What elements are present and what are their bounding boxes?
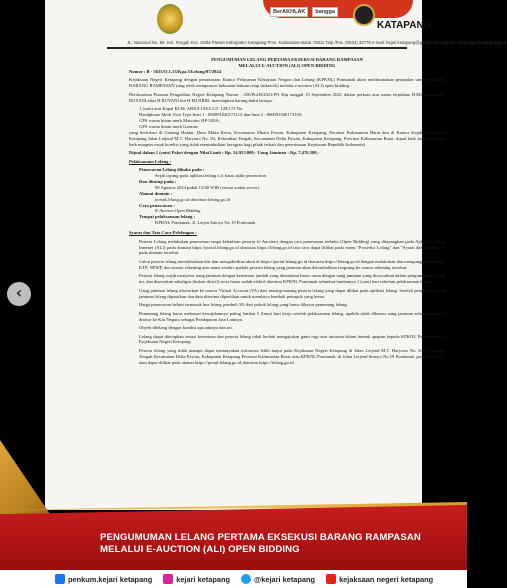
- rule-item: Pemenang lelang harus melunasi kewajibannya paling lambat 5 (lima) hari kerja setelah pelaksanaan lelang, apabila tidak dilunasi uang jaminan seluruhnya akan disetor ke Kas Negara sebagai Pendapatan Jasa Lainnya.: [139, 310, 445, 322]
- rule-item: Peserta lelang wajib menyetor uang jaminan dengan ketentuan jumlah yang ditentukan harus sama dengan uang jaminan yang disyaratkan dalam pengumuman lelang ini, dan disetorkan sekaligus (bukan dicicil) serta harus sudah efektif diterima KPKNL Pontianak selambat-lambatnya 1 (satu) hari sebelum pelaksanaan lelang.: [139, 273, 445, 285]
- price-line: Dijual dalam 1 (satu) Paket dengan Nilai Limit : Rp. 14.953.000,- Uang Jaminan : Rp. 7.476.500,-: [129, 150, 320, 156]
- facebook-handle: penkum.kejari ketapang: [68, 574, 153, 584]
- document-number: Nomor : B - 3635/O.1.13/Kpa.5/Lelang/07/2024: [129, 68, 221, 74]
- document-title: PENGUMUMAN LELANG PERTAMA EKSEKUSI BARANG RAMPASAN: [211, 57, 363, 62]
- berakhlak-logo: BerAKHLAK: [270, 7, 308, 17]
- document-location: yang berlokasi di Gudang Haidar, Desa Muka Kerta, Kecamatan Muara Pawan, Kabupaten Ketapang, Provinsi Kalimantan Barat dan di Kantor Kejaksaan Negeri Ketapang Jalan Letjend M.T. Haryono No. 84, Kelurahan Tengah, Kecamatan Delta Pawan, Kabupaten Ketapang, Provinsi Kalimantan Barat, dijual baik dalam keadaan baik maupun rusak kondisi yang tidak menimbulkan kerugian bagi pihak terkait dan penerimaan Kejaksaan Republik Indonesia): [129, 129, 445, 147]
- rule-item: Calon peserta lelang mendaftarkan diri dan mengaktifkan akun di https://portal.lelang.go.id dan/atau https://lelang.go.id dengan melakukan dan mengunggah softcopy KTP, NPWP, dan nomor rekening atas nama sendiri apabila peserta lelang yang jaminan akan dikembalikan langsung ke nomor rekening tersebut.: [139, 258, 445, 270]
- document-intro: Kejaksaan Negeri Ketapang dengan perantaraan Kantor Pelayanan Kekayaan Negara dan Lelang (KPKNL) Pontianak akan melaksanakan penjualan umum terhadap BARANG RAMPASAN yang telah mempunyai kekuatan hukum tetap (inkracht) melalui e-auction (ALI) open bidding :: [129, 77, 445, 89]
- document-body: [129, 57, 445, 368]
- letterhead: [105, 0, 432, 38]
- letterhead-org: KATAPANG: [377, 20, 432, 31]
- document-basis: Berdasarkan Putusan Pengadilan Negeri Ketapang Nomor : 250/Pid.B/2021/PN Ktp tanggal 15 September 2021 dalam perkara atas nama terpidana H.MUHAMMAD RUYANI alias H RUYANI bin H MUSRID, menetapkan barang bukti berupa :: [129, 91, 445, 103]
- section-rules-heading: Syarat dan Tata Cara Pelelangan :: [129, 230, 197, 236]
- instagram-handle: kejari ketapang: [176, 574, 231, 584]
- previous-image-button[interactable]: [7, 282, 31, 306]
- letterhead-logos: [270, 7, 338, 17]
- list-item: GPS warna hitam merk Matsutec HP-528A;: [139, 117, 221, 123]
- letterhead-rule: [107, 47, 407, 49]
- youtube-link[interactable]: [326, 574, 433, 584]
- list-item: 1 (satu) unit Kapal KLM. ABNA JAYA GT. 128/173 No.: [139, 106, 244, 112]
- social-footer: [0, 570, 467, 588]
- chevron-left-icon: ‹: [15, 283, 23, 302]
- exec-value: Sejak tayang pada aplikasi lelang s.d. batas akhir penawaran: [155, 172, 266, 178]
- exec-value: E-Auction Open Bidding: [155, 208, 201, 214]
- exec-value: 08 Agustus 2024 pukul 15:00 WIB (sesuai waktu server): [155, 184, 260, 190]
- facebook-icon: [55, 574, 65, 584]
- rule-item: Lelang dapat ditetapkan sesuai ketentuan dan peserta lelang tidak berhak mengajukan ganti rugi atas tuntutan dalam bentuk apapun kepada KPKNL Pontianak atau Kejaksaan Negeri Ketapang.: [139, 333, 445, 345]
- rule-item: Peserta Lelang melakukan penawaran tanpa kehadiran peserta (e-Auction) dengan cara penawaran terbuka (Open Bidding) yang ditayangkan pada Aplikasi Lelang Internet (ALI) pada domain https://portal.lelang.go.id dan/atau https://lelang.go.id tata cara dapat dilihat pada menu "Prosedur Lelang" dan "Syarat dan Ketentuan" pada domain tersebut.: [139, 238, 445, 256]
- exec-list: [129, 167, 445, 226]
- exec-label: Alamat domain :: [139, 190, 173, 196]
- document-subtitle: MELALUI E-AUCTION (ALI) OPEN BIDDING: [238, 62, 336, 68]
- rule-item: Obyek dilelang dengan kondisi apa adanya dan ini.: [139, 325, 233, 331]
- twitter-link[interactable]: [241, 574, 315, 584]
- exec-value: portal.lelang.go.id dan/atau lelang.go.id: [155, 196, 230, 202]
- emblem-icon: [157, 4, 183, 34]
- facebook-link[interactable]: [55, 574, 152, 584]
- item-list: [129, 106, 445, 130]
- list-item: GPS warna hitam merk Garmin;: [139, 123, 199, 129]
- letterhead-address: JL. Nasional No. 56. Kel. Tengah Kec. Delta Pawan Kabupaten Ketapang Prov. Kalimantan Barat 78811 Telp./Fax. (0534) 32779 e-mail: kejari.ketapang@gmail.com website: www.kejari-ketapang.go.id: [127, 40, 507, 45]
- exec-label: Penawaran Lelang dibuka pada :: [139, 167, 205, 173]
- twitter-icon: [241, 574, 251, 584]
- section-exec-heading: Pelaksanaan Lelang :: [129, 158, 172, 164]
- twitter-handle: @kejari ketapang: [254, 574, 316, 584]
- rule-item: Peserta lelang yang tidak mampu dapat menanyakan informasi lebih lanjut pada Kejaksaan Negeri Ketapang di Jalan Letjend M.T. Haryono No. 84, Kelurahan Tengah Kecamatan Delta Pawan, Kabupaten Ketapang Provinsi Kalimantan Barat atau KPKNL Pontianak, di Jalan Letjend Sutoyo No.19 Pontianak, pada hari kerja, atau dapat dilihat pada alamat https://portal.lelang.go.id dan/atau https://lelang.go.id: [139, 347, 445, 365]
- exec-label: Dan ditutup pada :: [139, 178, 177, 184]
- list-item: Handphone Merk Vivo Type Imei 1 : 860091040173113 dan Imei 2 : 860091040173105;: [139, 112, 303, 118]
- seal-icon: [353, 4, 375, 26]
- exec-label: Tempat pelaksanaan lelang :: [139, 214, 196, 220]
- instagram-link[interactable]: [163, 574, 230, 584]
- exec-value: KPKNL Pontianak, Jl. Letjen Sutoyo No 19 Pontianak: [155, 220, 256, 226]
- banner-title: PENGUMUMAN LELANG PERTAMA EKSEKUSI BARANG RAMPASAN MELALUI E-AUCTION (ALI) OPEN BIDDING: [100, 532, 421, 555]
- instagram-icon: [163, 574, 173, 584]
- rule-item: Uang jaminan lelang disetorkan ke nomor Virtual Account (VA) dari masing-masing peserta lelang yang dapat dilihat pada aplikasi lelang. Setelah penyetoran uang jaminan lelang dipastikan dan data diterima dipastikan untuk membaca kembali petunjuk yang benar.: [139, 287, 445, 299]
- youtube-icon: [326, 574, 336, 584]
- youtube-handle: kejaksaan negeri ketapang: [339, 574, 434, 584]
- exec-label: Cara penawaran :: [139, 202, 175, 208]
- rules-list: [129, 239, 445, 366]
- rule-item: Harga penawaran belum termasuk bea lelang pembeli 3% dari pokok lelang yang harus dibayar pemenang lelang.: [139, 302, 348, 308]
- bangga-logo: bangga: [312, 7, 338, 17]
- document-image: [45, 0, 507, 510]
